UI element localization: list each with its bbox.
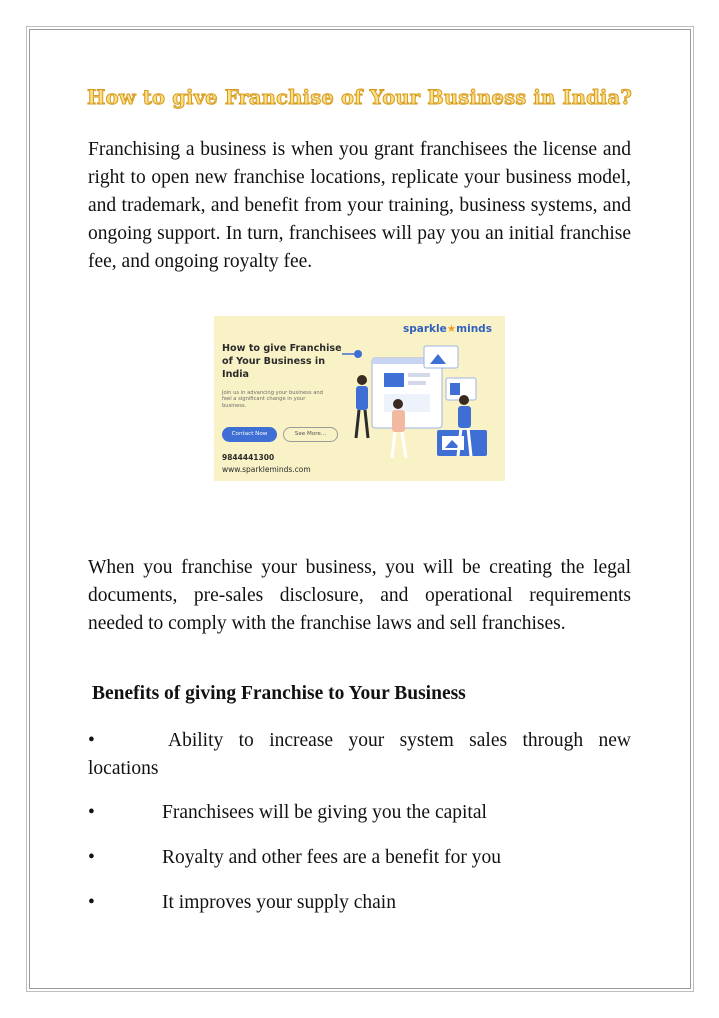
contact-now-button[interactable]: Contact Now [222,427,277,442]
person-head [393,399,403,409]
list-item-text: It improves your supply chain [162,892,396,913]
page-title: How to give Franchise of Your Business in India? [86,86,632,109]
person-leg [402,432,406,458]
arrow-dot [354,350,362,358]
intro-paragraph: Franchising a business is when you grant franchisees the license and right to open new franchise locations, replicate your business model, and trademark, and benefit from your training, business systems, and ongoing support. In turn, franchisees will pay you an initial franchise fee, and ongoing royalty fee. [88,139,631,272]
benefits-heading: Benefits of giving Franchise to Your Business [92,683,466,704]
star-icon: ★ [446,323,457,335]
bullet-icon: • [88,730,95,751]
banner-phone: 9844441300 [222,453,275,462]
bullet-icon: • [88,892,95,913]
image-card [424,346,458,368]
person-body [392,410,405,432]
franchise-banner-image [214,316,505,481]
screen-line [408,381,426,385]
bullet-icon: • [88,847,95,868]
list-item-text: Franchisees will be giving you the capital [162,802,487,823]
person-head [357,375,367,385]
side-card-block [450,383,460,395]
person-leg [392,432,395,458]
person-leg [356,410,359,438]
screen-block [384,394,430,412]
list-item-text: Royalty and other fees are a benefit for you [162,847,501,868]
banner-subtext: Join us in advancing your business and feel a significant change in your business. [222,390,323,409]
see-more-button[interactable]: See More... [283,427,338,442]
brand-logo: sparkle★minds [403,323,492,335]
bullet-icon: • [88,802,95,823]
screen-chart [384,373,404,387]
banner-website: www.sparkleminds.com [222,465,311,474]
screen-line [408,373,430,377]
person-head [459,395,469,405]
person-body [458,406,471,428]
person-body [356,386,368,410]
banner-headline: How to give Franchise of Your Business in India [222,343,342,380]
creation-paragraph: When you franchise your business, you will be creating the legal documents, pre-sales disclosure, and operational requirements needed to comply with the franchise laws and sell franchises. [88,557,631,634]
team-illustration [342,338,502,468]
person-leg [365,410,368,438]
list-item-text: Ability to increase your system sales through new locations [88,730,631,779]
list-item [88,727,631,783]
